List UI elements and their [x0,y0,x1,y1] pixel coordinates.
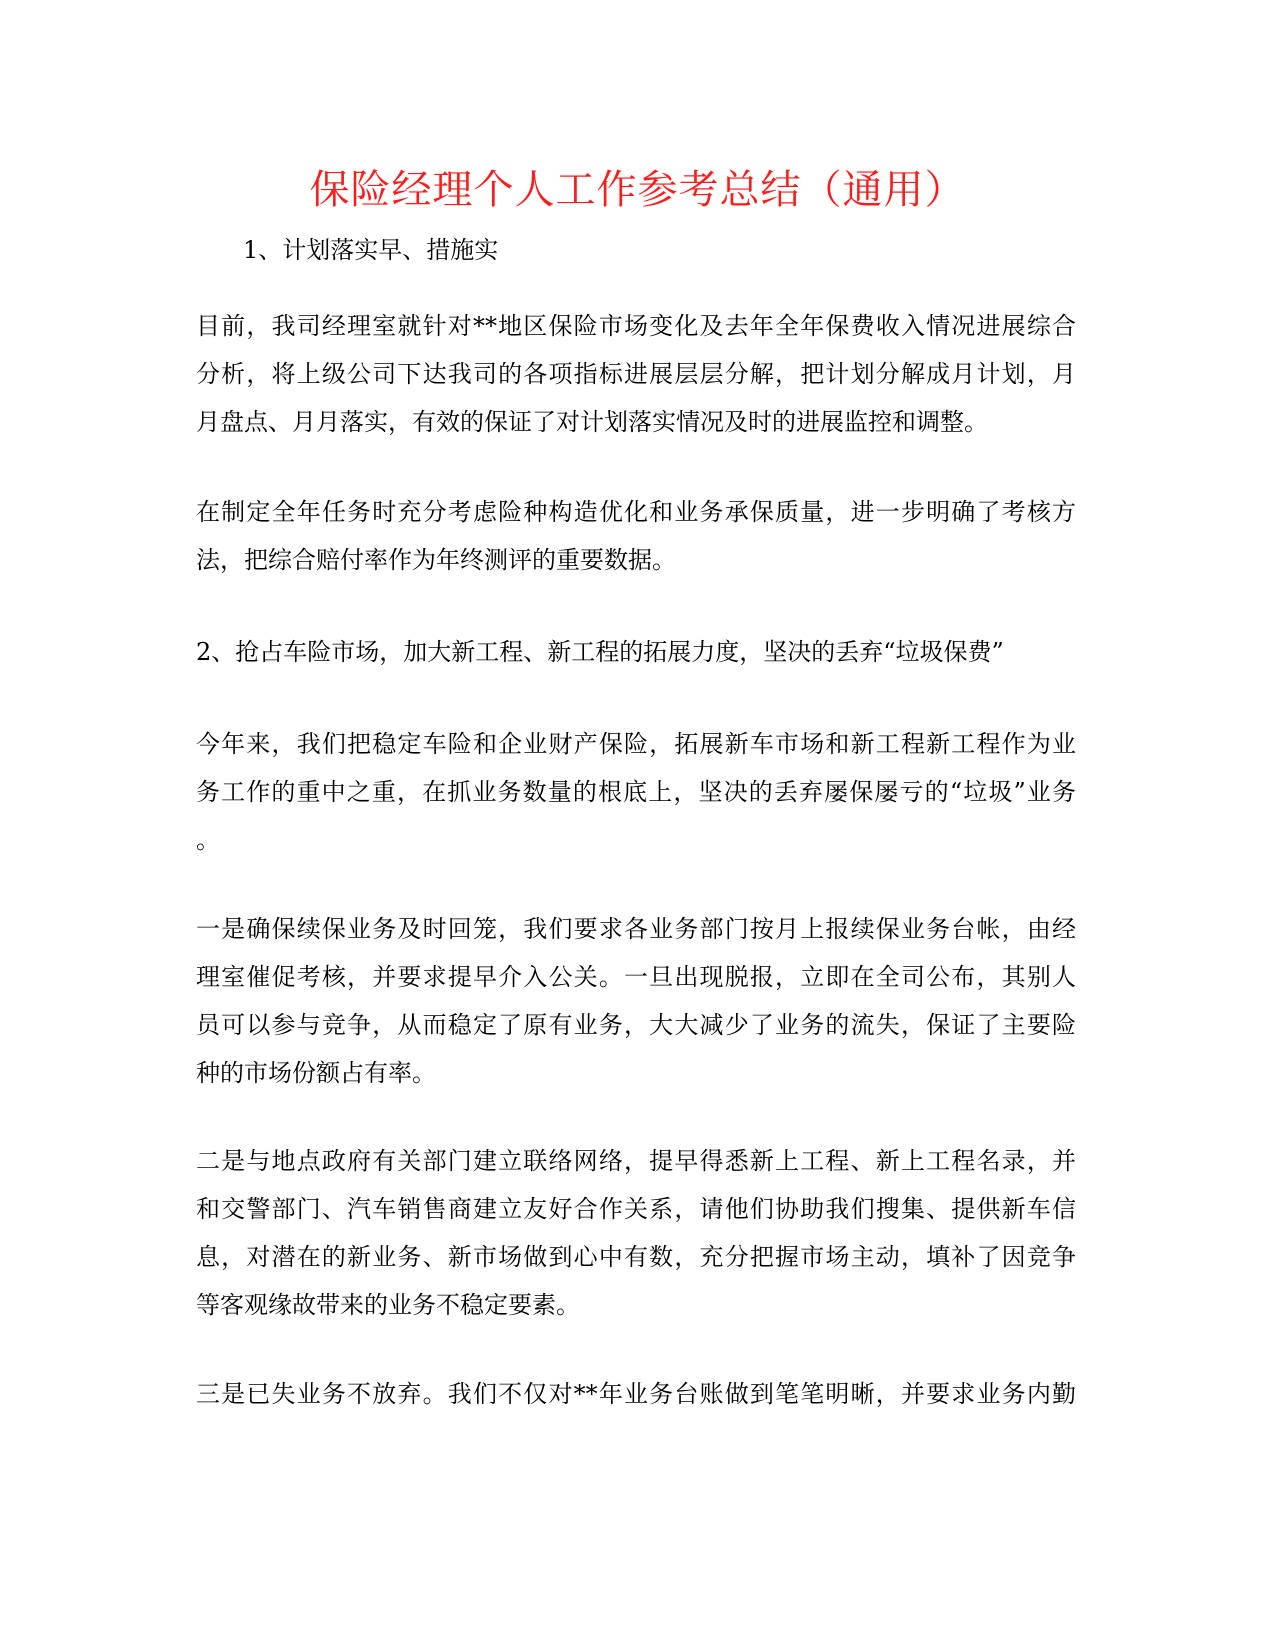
text-line: 二是与地点政府有关部门建立联络网络，提早得悉新上工程、新上工程名录，并 [196,1147,1076,1175]
text-line: 种的市场份额占有率。 [196,1059,436,1087]
paragraph-4 [196,905,1076,1097]
text-line: 目前，我司经理室就针对**地区保险市场变化及去年全年保费收入情况进展综合 [196,312,1076,340]
section-heading: 1、计划落实早、措施实 [243,236,499,264]
text-line: 息，对潜在的新业务、新市场做到心中有数，充分把握市场主动，填补了因竞争 [196,1243,1076,1271]
text-line: 理室催促考核，并要求提早介入公关。一旦出现脱报，立即在全司公布，其别人 [196,963,1076,991]
text-line: 在制定全年任务时充分考虑险种构造优化和业务承保质量，进一步明确了考核方 [196,498,1076,526]
text-line: 和交警部门、汽车销售商建立友好合作关系，请他们协助我们搜集、提供新车信 [196,1195,1076,1223]
text-line: 。 [196,826,220,854]
text-line: 月盘点、月月落实，有效的保证了对计划落实情况及时的进展监控和调整。 [196,408,988,436]
paragraph-6 [196,1370,1076,1418]
text-line: 法，把综合赔付率作为年终测评的重要数据。 [196,546,676,574]
text-line: 分析，将上级公司下达我司的各项指标进展层层分解，把计划分解成月计划，月 [196,360,1076,388]
paragraph-1 [196,302,1076,446]
document-title: 保险经理个人工作参考总结（通用） [309,167,966,213]
text-line: 务工作的重中之重，在抓业务数量的根底上，坚决的丢弃屡保屡亏的“垃圾”业务 [196,778,1076,806]
text-line: 2、抢占车险市场，加大新工程、新工程的拓展力度，坚决的丢弃“垃圾保费” [196,638,1004,666]
paragraph-3 [196,720,1076,864]
text-line: 今年来，我们把稳定车险和企业财产保险，拓展新车市场和新工程新工程作为业 [196,730,1076,758]
paragraph-5 [196,1137,1076,1329]
text-line: 三是已失业务不放弃。我们不仅对**年业务台账做到笔笔明晰，并要求业务内勤 [196,1380,1076,1408]
paragraph-2 [196,488,1076,584]
section-heading-2 [196,628,1076,676]
text-line: 等客观缘故带来的业务不稳定要素。 [196,1291,580,1319]
text-line: 员可以参与竞争，从而稳定了原有业务，大大减少了业务的流失，保证了主要险 [196,1011,1076,1039]
text-line: 一是确保续保业务及时回笼，我们要求各业务部门按月上报续保业务台帐，由经 [196,915,1076,943]
